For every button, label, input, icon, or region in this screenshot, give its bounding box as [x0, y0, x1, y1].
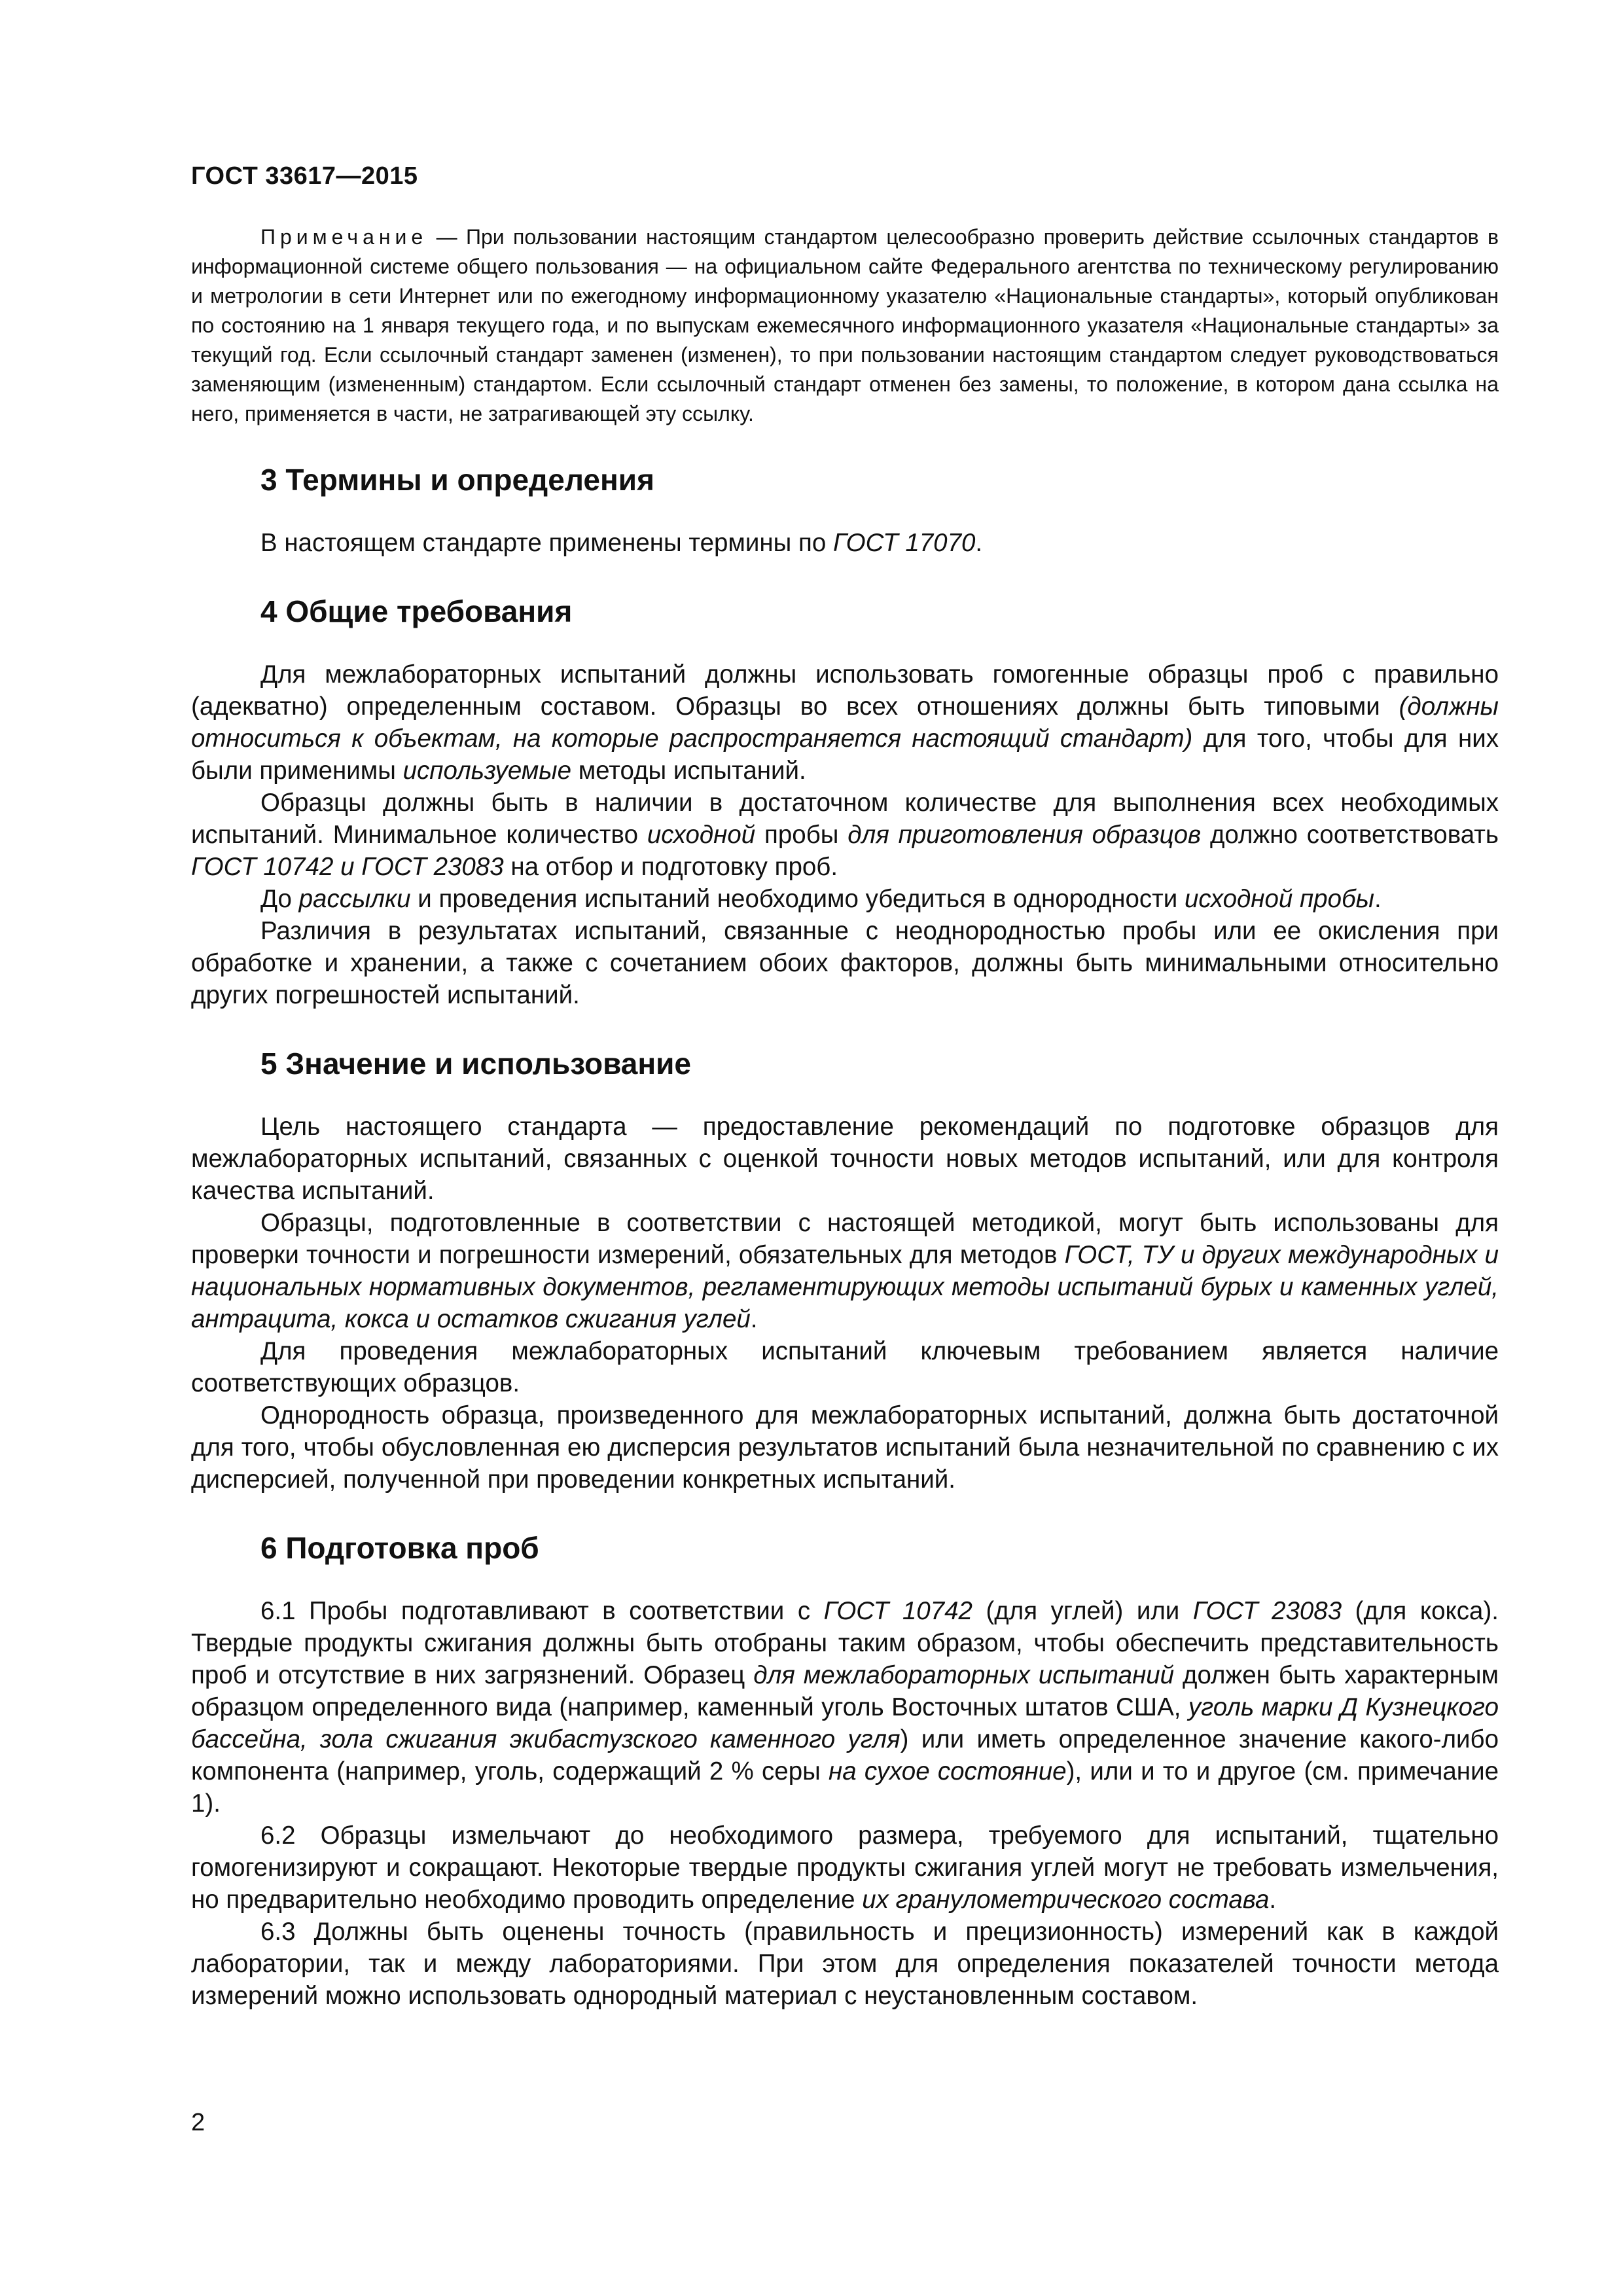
italic-run: их гранулометрического состава	[862, 1886, 1270, 1914]
section-6-paragraph-2	[191, 1820, 1499, 1916]
section-5-paragraph-4: Однородность образца, произведенного для межлабораторных испытаний, должна быть достаточной для того, чтобы обусловленная ею дисперсия результатов испытаний была незначительной по сравнению с их дисперсией, полученной при проведении конкретных испытаний.	[191, 1401, 1499, 1494]
text-run: .	[1374, 885, 1382, 913]
section-3-title: 3 Термины и определения	[260, 463, 654, 497]
section-3	[191, 461, 1499, 559]
note-label: Примечание	[260, 225, 428, 249]
text-run: .	[750, 1305, 758, 1333]
section-3-paragraph	[191, 527, 1499, 559]
section-4-paragraph-1	[191, 658, 1499, 787]
section-6-paragraph-1	[191, 1595, 1499, 1820]
italic-run: исходной пробы	[1184, 885, 1374, 913]
text-run: и проведения испытаний необходимо убедиться в однородности	[410, 885, 1185, 913]
page-number: 2	[191, 2109, 205, 2136]
document-body	[191, 223, 1499, 2046]
text-run: 6.2 Образцы измельчают до необходимого размера, требуемого для испытаний, тщательно гомогенизируют и сокращают. Некоторые твердые продукты сжигания углей могут не требовать измельчения, но предварительно необходимо проводить определение	[191, 1821, 1499, 1914]
italic-run: уголь марки Д Кузнецкого бассейна, зола сжигания экибастузского каменного угля	[191, 1693, 1499, 1753]
text-run: Образцы должны быть в наличии в достаточном количестве для выполнения всех необходимых испытаний. Минимальное количество	[191, 789, 1499, 849]
text-run: методы испытаний.	[571, 757, 806, 785]
section-4-paragraph-2	[191, 787, 1499, 883]
italic-run: используемые	[402, 757, 571, 785]
text-run: пробы	[755, 821, 848, 849]
text-run: Для межлабораторных испытаний должны использовать гомогенные образцы проб с правильно (адекватно) определенным составом. Образцы во всех отношениях должны быть типовыми	[191, 660, 1499, 721]
text-run: должен быть характерным образцом определенного вида (например, каменный уголь Восточных штатов США,	[191, 1661, 1499, 1721]
reference-gost-17070: ГОСТ 17070	[833, 529, 976, 557]
italic-run: (должны относиться к объектам, на которые распространяется настоящий стандарт)	[191, 692, 1499, 753]
italic-run: для приготовления образцов	[847, 821, 1202, 849]
document-header: ГОСТ 33617—2015	[191, 162, 418, 190]
section-5-paragraph-3: Для проведения межлабораторных испытаний ключевым требованием является наличие соответствующих образцов.	[191, 1337, 1499, 1397]
italic-run: на сухое состояние	[829, 1757, 1067, 1785]
section-4	[191, 593, 1499, 1011]
section-6-title: 6 Подготовка проб	[260, 1531, 539, 1565]
section-6-paragraph-3: 6.3 Должны быть оценены точность (правильность и прецизионность) измерений как в каждой лаборатории, так и между лабораториями. При этом для определения показателей точности метода измерений можно использовать однородный материал с неустановленным составом.	[191, 1918, 1499, 2010]
text-run: должно соответствовать	[1201, 821, 1499, 849]
section-5	[191, 1045, 1499, 1496]
section-4-paragraph-3	[191, 883, 1499, 915]
italic-run: исходной	[647, 821, 756, 849]
reference-gost: ГОСТ 10742 и ГОСТ 23083	[191, 853, 504, 881]
italic-run: ГОСТ, ТУ и других международных и национальных нормативных документов, регламентирующих методы испытаний бурых и каменных углей, антрацита, кокса и остатков сжигания углей	[191, 1241, 1499, 1333]
text-run: 6.1 Пробы подготавливают в соответствии с	[260, 1597, 824, 1625]
text-run: на отбор и подготовку проб.	[503, 853, 838, 881]
section-4-paragraph-4: Различия в результатах испытаний, связанные с неоднородностью пробы или ее окисления при обработке и хранении, а также с сочетанием обоих факторов, должны быть минимальными относительно других погрешностей испытаний.	[191, 917, 1499, 1009]
text-run: Образцы, подготовленные в соответствии с настоящей методикой, могут быть использованы для проверки точности и погрешности измерений, обязательных для методов	[191, 1209, 1499, 1269]
italic-run: для межлабораторных испытаний	[753, 1661, 1175, 1689]
reference-gost-10742: ГОСТ 10742	[823, 1597, 972, 1625]
reference-gost-23083: ГОСТ 23083	[1192, 1597, 1342, 1625]
text-run: (для углей) или	[972, 1597, 1193, 1625]
section-4-title: 4 Общие требования	[260, 594, 573, 628]
text-run: В настоящем стандарте применены термины по	[260, 529, 833, 557]
note-paragraph	[191, 223, 1499, 429]
text-run: (для кокса). Твердые продукты сжигания должны быть отобраны таким образом, чтобы обеспечить представительность проб и отсутствие в них загрязнений. Образец	[191, 1597, 1499, 1689]
text-run: До	[260, 885, 299, 913]
text-run: ), или и то и другое (см. примечание 1).	[191, 1757, 1499, 1818]
text-run: для того, чтобы для них были применимы	[191, 725, 1499, 785]
section-5-title: 5 Значение и использование	[260, 1047, 691, 1081]
text-run: ) или иметь определенное значение какого-либо компонента (например, уголь, содержащий 2 % серы	[191, 1725, 1499, 1785]
section-5-paragraph-2	[191, 1207, 1499, 1335]
text-run: .	[1269, 1886, 1277, 1914]
italic-run: рассылки	[298, 885, 411, 913]
note-text: — При пользовании настоящим стандартом целесообразно проверить действие ссылочных стандартов в информационной системе общего пользования — на официальном сайте Федерального агентства по техническому регулированию и метрологии в сети Интернет или по ежегодному информационному указателю «Национальные стандарты», который опубликован по состоянию на 1 января текущего года, и по выпускам ежемесячного информационного указателя «Национальные стандарты» за текущий год. Если ссылочный стандарт заменен (изменен), то при пользовании настоящим стандартом следует руководствоваться заменяющим (измененным) стандартом. Если ссылочный стандарт отменен без замены, то положение, в котором дана ссылка на него, применяется в части, не затрагивающей эту ссылку.	[191, 225, 1499, 425]
text-run: .	[975, 529, 983, 557]
section-5-paragraph-1: Цель настоящего стандарта — предоставление рекомендаций по подготовке образцов для межлабораторных испытаний, связанных с оценкой точности новых методов испытаний, или для контроля качества испытаний.	[191, 1113, 1499, 1205]
section-6	[191, 1530, 1499, 2012]
